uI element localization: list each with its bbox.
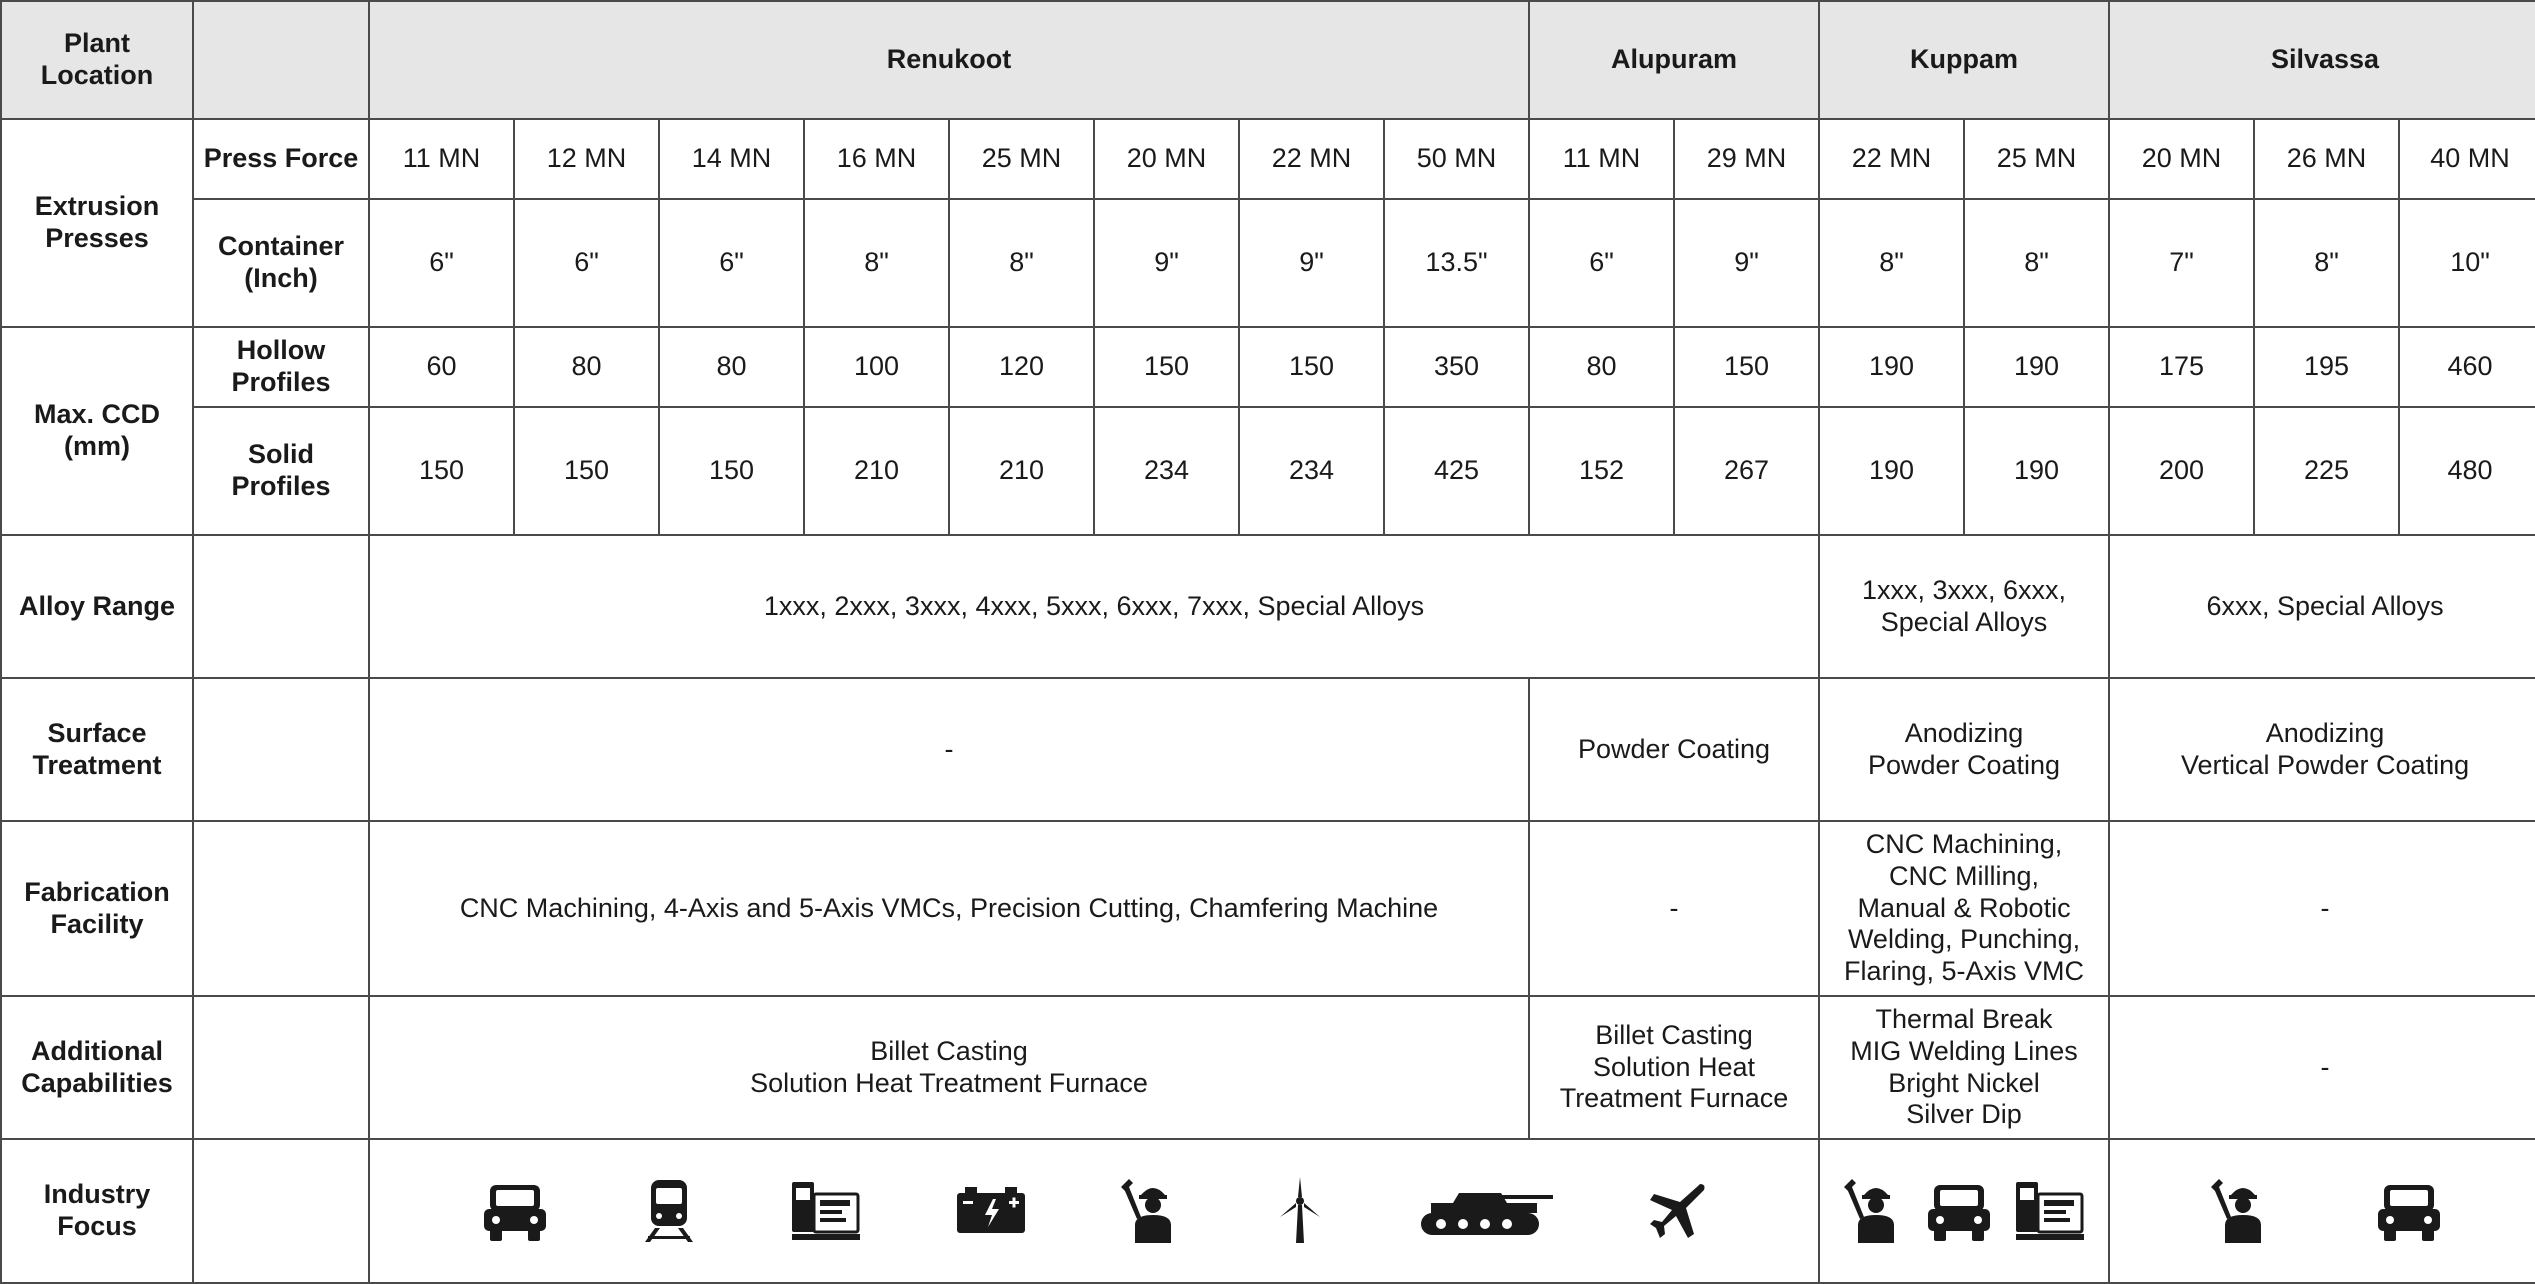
surface-silvassa-line: Anodizing (2265, 717, 2385, 748)
additional-renukoot-line: Billet Casting (870, 1035, 1028, 1066)
container-cell: 9" (1239, 199, 1384, 327)
fabrication-kuppam-line: Manual & Robotic (1857, 892, 2071, 923)
solid-cell: 234 (1239, 407, 1384, 535)
hollow-cell: 150 (1094, 327, 1239, 407)
container-cell: 10" (2399, 199, 2535, 327)
hollow-cell: 190 (1819, 327, 1964, 407)
solid-cell: 150 (514, 407, 659, 535)
industry-kuppam (1819, 1139, 2109, 1283)
container-cell: 6" (659, 199, 804, 327)
container-cell: 9" (1674, 199, 1819, 327)
container-cell: 9" (1094, 199, 1239, 327)
industry-silvassa (2109, 1139, 2535, 1283)
solid-profiles-label: Solid Profiles (193, 407, 369, 535)
additional-kuppam-line: Bright Nickel (1888, 1067, 2040, 1098)
press-force-cell: 40 MN (2399, 119, 2535, 199)
additional-alupuram (1529, 996, 1819, 1139)
worker-icon (1842, 1177, 1904, 1245)
solid-cell: 150 (369, 407, 514, 535)
press-force-label: Press Force (193, 119, 369, 199)
hollow-cell: 150 (1674, 327, 1819, 407)
extrusion-presses-label: Extrusion Presses (1, 119, 193, 327)
solid-cell: 150 (659, 407, 804, 535)
industry-focus-label: Industry Focus (1, 1139, 193, 1283)
additional-alupuram-line: Billet Casting (1595, 1019, 1753, 1050)
airplane-icon (1648, 1182, 1706, 1240)
worker-icon (2209, 1177, 2271, 1245)
solid-cell: 425 (1384, 407, 1529, 535)
container-cell: 6" (1529, 199, 1674, 327)
wind-turbine-icon (1274, 1177, 1326, 1245)
surface-kuppam-line: Powder Coating (1867, 749, 2061, 780)
hollow-cell: 195 (2254, 327, 2399, 407)
surface-treatment-label: Surface Treatment (1, 678, 193, 821)
container-cell: 8" (804, 199, 949, 327)
plant-kuppam: Kuppam (1819, 1, 2109, 119)
press-force-cell: 12 MN (514, 119, 659, 199)
container-cell: 6" (514, 199, 659, 327)
surface-silvassa (2109, 678, 2535, 821)
hollow-cell: 60 (369, 327, 514, 407)
hollow-cell: 100 (804, 327, 949, 407)
press-force-cell: 11 MN (369, 119, 514, 199)
alloy-renukoot-alupuram: 1xxx, 2xxx, 3xxx, 4xxx, 5xxx, 6xxx, 7xxx, Special Alloys (369, 535, 1819, 678)
surface-alupuram: Powder Coating (1529, 678, 1819, 821)
machine-icon (2014, 1180, 2086, 1242)
max-ccd-label: Max. CCD (mm) (1, 327, 193, 535)
solid-cell: 190 (1819, 407, 1964, 535)
additional-kuppam (1819, 996, 2109, 1139)
hollow-profiles-label: Hollow Profiles (193, 327, 369, 407)
solid-cell: 225 (2254, 407, 2399, 535)
fabrication-silvassa: - (2109, 821, 2535, 996)
hollow-cell: 80 (514, 327, 659, 407)
truck-icon (2376, 1179, 2442, 1243)
container-cell: 8" (1964, 199, 2109, 327)
additional-kuppam-line: Silver Dip (1906, 1099, 2022, 1130)
fabrication-kuppam (1819, 821, 2109, 996)
hollow-cell: 120 (949, 327, 1094, 407)
additional-kuppam-line: MIG Welding Lines (1850, 1035, 2078, 1066)
hollow-cell: 150 (1239, 327, 1384, 407)
empty-subhead-cell (193, 1139, 369, 1283)
additional-capabilities-label: Additional Capabilities (1, 996, 193, 1139)
solid-cell: 200 (2109, 407, 2254, 535)
empty-subhead-cell (193, 996, 369, 1139)
container-cell: 13.5" (1384, 199, 1529, 327)
worker-icon (1119, 1177, 1181, 1245)
solid-cell: 267 (1674, 407, 1819, 535)
press-force-cell: 14 MN (659, 119, 804, 199)
fabrication-alupuram: - (1529, 821, 1819, 996)
press-force-cell: 50 MN (1384, 119, 1529, 199)
fabrication-kuppam-line: CNC Milling, (1889, 860, 2040, 891)
alloy-kuppam-line: Special Alloys (1880, 606, 2048, 637)
fabrication-kuppam-line: Welding, Punching, (1847, 924, 2081, 955)
container-cell: 8" (949, 199, 1094, 327)
press-force-cell: 22 MN (1819, 119, 1964, 199)
container-cell: 7" (2109, 199, 2254, 327)
surface-silvassa-line: Vertical Powder Coating (2180, 749, 2470, 780)
fabrication-kuppam-line: CNC Machining, (1865, 828, 2063, 859)
plant-alupuram: Alupuram (1529, 1, 1819, 119)
hollow-cell: 175 (2109, 327, 2254, 407)
fabrication-kuppam-line: Flaring, 5-Axis VMC (1843, 956, 2085, 987)
alloy-range-label: Alloy Range (1, 535, 193, 678)
alloy-kuppam-line: 1xxx, 3xxx, 6xxx, (1861, 574, 2067, 605)
solid-cell: 480 (2399, 407, 2535, 535)
press-force-cell: 20 MN (2109, 119, 2254, 199)
container-cell: 8" (1819, 199, 1964, 327)
hollow-cell: 460 (2399, 327, 2535, 407)
fabrication-facility-label: Fabrication Facility (1, 821, 193, 996)
press-force-cell: 26 MN (2254, 119, 2399, 199)
fabrication-renukoot: CNC Machining, 4-Axis and 5-Axis VMCs, Precision Cutting, Chamfering Machine (369, 821, 1529, 996)
hollow-cell: 80 (659, 327, 804, 407)
container-cell: 6" (369, 199, 514, 327)
hollow-cell: 350 (1384, 327, 1529, 407)
empty-header-cell (193, 1, 369, 119)
hollow-cell: 80 (1529, 327, 1674, 407)
press-force-cell: 16 MN (804, 119, 949, 199)
plant-renukoot: Renukoot (369, 1, 1529, 119)
alloy-kuppam (1819, 535, 2109, 678)
additional-renukoot (369, 996, 1529, 1139)
press-force-cell: 25 MN (1964, 119, 2109, 199)
tank-icon (1419, 1185, 1555, 1237)
solid-cell: 190 (1964, 407, 2109, 535)
press-force-cell: 22 MN (1239, 119, 1384, 199)
surface-kuppam (1819, 678, 2109, 821)
press-force-cell: 11 MN (1529, 119, 1674, 199)
train-icon (641, 1178, 697, 1244)
truck-icon (1926, 1179, 1992, 1243)
press-force-cell: 25 MN (949, 119, 1094, 199)
press-force-cell: 29 MN (1674, 119, 1819, 199)
battery-icon (955, 1185, 1027, 1237)
additional-alupuram-line: Treatment Furnace (1559, 1083, 1789, 1114)
additional-silvassa: - (2109, 996, 2535, 1139)
industry-renukoot-alupuram (369, 1139, 1819, 1283)
alloy-silvassa: 6xxx, Special Alloys (2109, 535, 2535, 678)
empty-subhead-cell (193, 678, 369, 821)
plant-silvassa: Silvassa (2109, 1, 2535, 119)
additional-renukoot-line: Solution Heat Treatment Furnace (750, 1067, 1148, 1098)
hollow-cell: 190 (1964, 327, 2109, 407)
solid-cell: 234 (1094, 407, 1239, 535)
additional-alupuram-line: Solution Heat (1592, 1051, 1756, 1082)
empty-subhead-cell (193, 821, 369, 996)
container-cell: 8" (2254, 199, 2399, 327)
plant-location-header: Plant Location (1, 1, 193, 119)
solid-cell: 152 (1529, 407, 1674, 535)
solid-cell: 210 (949, 407, 1094, 535)
empty-subhead-cell (193, 535, 369, 678)
solid-cell: 210 (804, 407, 949, 535)
surface-renukoot: - (369, 678, 1529, 821)
press-force-cell: 20 MN (1094, 119, 1239, 199)
additional-kuppam-line: Thermal Break (1875, 1003, 2053, 1034)
machine-icon (790, 1180, 862, 1242)
truck-icon (482, 1179, 548, 1243)
container-label: Container (Inch) (193, 199, 369, 327)
surface-kuppam-line: Anodizing (1904, 717, 2024, 748)
